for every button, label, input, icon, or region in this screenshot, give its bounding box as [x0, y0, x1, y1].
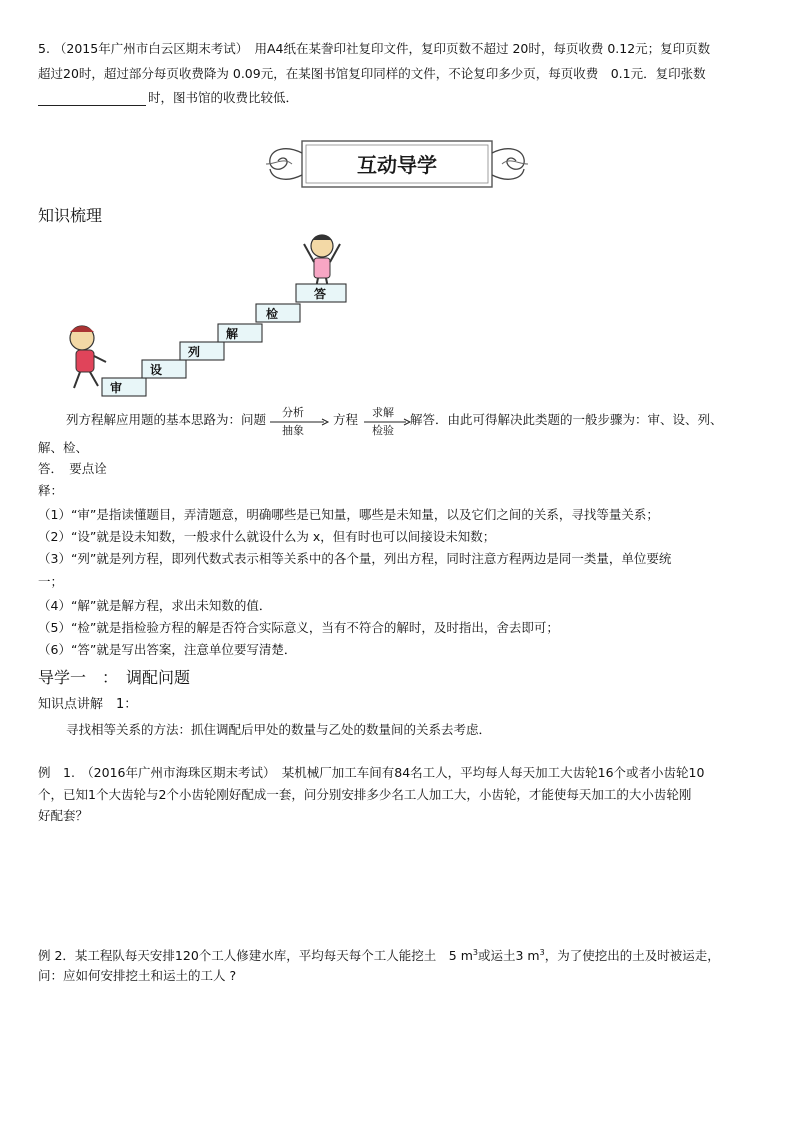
walking-person-icon [70, 326, 106, 388]
point-2: （2）“设”就是设未知数，一般求什么就设什么为 x，但有时也可以间接设未知数； [38, 529, 496, 544]
cheering-person-icon [304, 235, 340, 288]
point-3-cont: 一； [38, 574, 64, 589]
arrow-solve [362, 404, 412, 437]
example-1-line-3: 好配套？ [38, 808, 89, 823]
arrow-analyze [268, 404, 330, 437]
approach-suffix: 解答．由此可得解决此类题的一般步骤为：审、设、列、 [410, 412, 723, 427]
example-1-line-1: 例 1. （2016年广州市海珠区期末考试） 某机械厂加工车间有84名工人，平均每人每天加工大齿轮16个或者小齿轮10 [38, 765, 705, 780]
q5-line-3-text: 时，图书馆的收费比较低． [148, 90, 299, 105]
superscript-cubed: 3 [472, 948, 478, 957]
stair-illustration [60, 228, 360, 408]
point-1: （1）“审”是指读懂题目，弄清题意，明确哪些是已知量，哪些是未知量，以及它们之间的关系，寻找等量关系； [38, 507, 659, 522]
example-1-line-2: 个，已知1个大齿轮与2个小齿轮刚好配成一套，问分别安排多少名工人加工大，小齿轮，才能使每天加工的大小齿轮刚 [38, 787, 692, 802]
answer-blank [38, 93, 146, 106]
knowledge-1-content: 寻找相等关系的方法：抓住调配后甲处的数量与乙处的数量间的关系去考虑． [66, 722, 492, 737]
superscript-cubed: 3 [539, 948, 545, 957]
q5-line-3 [38, 90, 298, 106]
point-6: （6）“答”就是写出答案，注意单位要写清楚． [38, 642, 297, 657]
banner-title: 互动导学 [357, 153, 437, 177]
point-5: （5）“检”就是指检验方程的解是否符合实际意义，当有不符合的解时，及时指出，舍去即可； [38, 620, 559, 635]
step-label-6: 答 [314, 287, 327, 301]
point-4: （4）“解”就是解方程，求出未知数的值． [38, 598, 272, 613]
q5-line-2: 超过20时，超过部分每页收费降为 0.09元，在某图书馆复印同样的文件，不论复印多少页，每页收费 0.1元．复印张数 [38, 66, 706, 81]
guide-1-title: 导学一 ： 调配问题 [38, 668, 191, 687]
arrow1-top-label: 分析 [282, 406, 304, 419]
q5-line-1: 5. （2015年广州市白云区期末考试） 用A4纸在某誊印社复印文件，复印页数不超过 20时，每页收费 0.12元；复印页数 [38, 41, 711, 56]
section-banner [262, 135, 532, 193]
arrow2-top-label: 求解 [372, 406, 394, 419]
arrow2-bottom-label: 检验 [372, 424, 394, 437]
approach-cont-3: 释： [38, 483, 64, 498]
approach-prefix: 列方程解应用题的基本思路为：问题 [66, 412, 267, 427]
step-label-2: 设 [150, 363, 163, 377]
approach-cont-2: 答． 要点诠 [38, 461, 107, 476]
example-2-text-c: ，为了使挖出的土及时被运走， [544, 948, 720, 964]
step-label-5: 检 [266, 307, 279, 321]
step-label-4: 解 [226, 327, 239, 341]
arrow1-bottom-label: 抽象 [282, 424, 304, 437]
approach-middle: 方程 [333, 412, 359, 427]
approach-cont-1: 解、检、 [38, 440, 89, 455]
example-2-line-1 [38, 945, 720, 964]
staircase-icon [60, 228, 360, 408]
step-label-1: 审 [110, 381, 123, 395]
step-label-3: 列 [188, 345, 201, 359]
example-2-text-a: 例 2．某工程队每天安排120个工人修建水库，平均每天每个工人能挖土 5 m [38, 948, 473, 964]
example-2-text-b: 或运土3 m [477, 948, 540, 964]
example-2-line-2: 问：应如何安排挖土和运土的工人 ? [38, 968, 237, 983]
section-title: 知识梳理 [38, 206, 103, 225]
knowledge-1-title: 知识点讲解 1： [38, 697, 138, 712]
point-3: （3）“列”就是列方程，即列代数式表示相等关系中的各个量，列出方程，同时注意方程两边是同一类量，单位要统 [38, 551, 672, 566]
